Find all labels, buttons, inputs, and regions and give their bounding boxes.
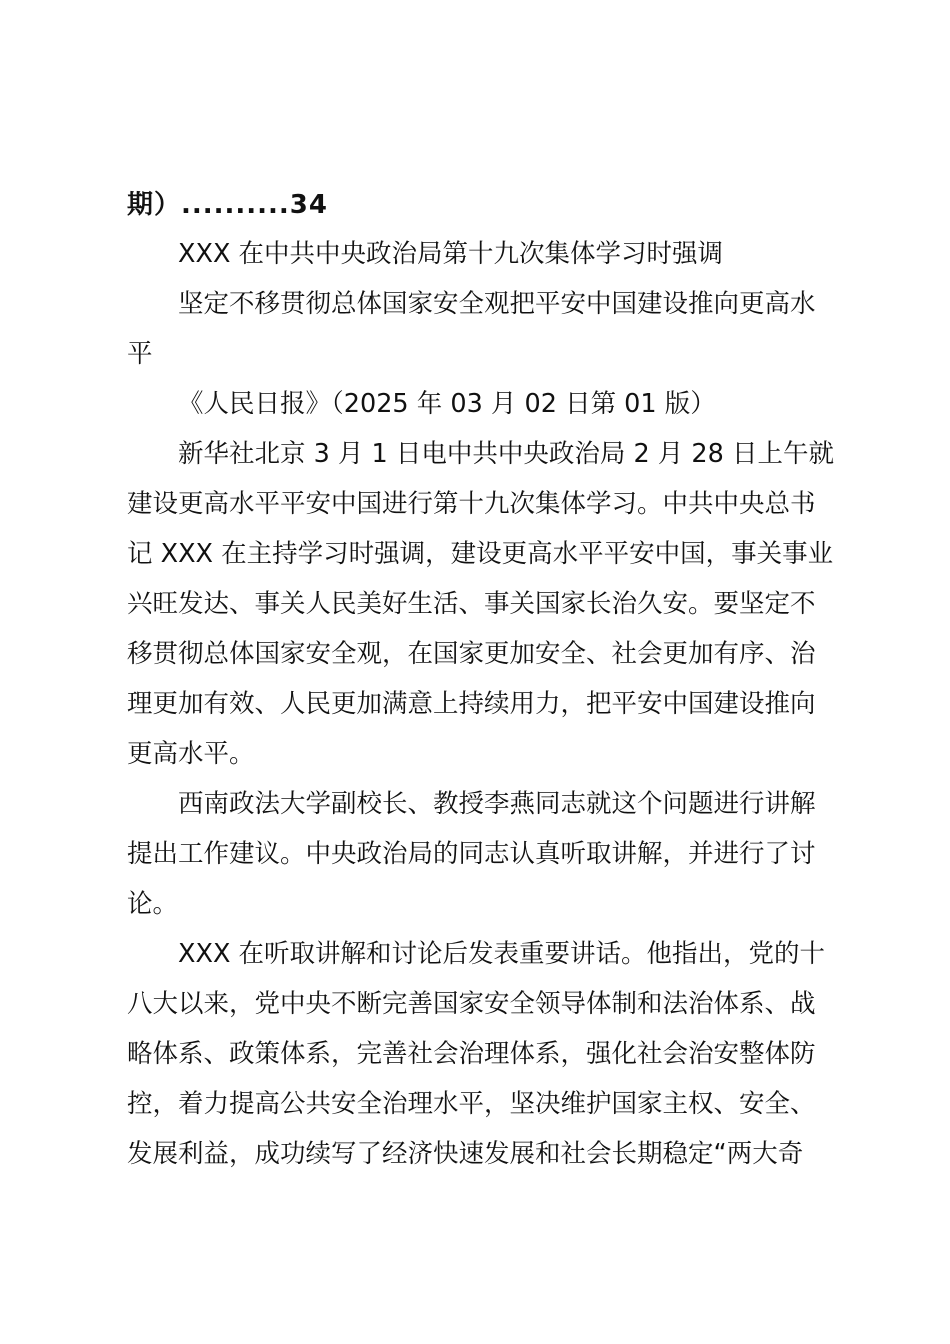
headline-line: 平 xyxy=(127,339,153,369)
paragraph-line: 论。 xyxy=(127,889,179,919)
source-line: 《人民日报》（2025 年 03 月 02 日第 01 版） xyxy=(178,389,716,419)
paragraph-line: 建设更高水平平安中国进行第十九次集体学习。中共中央总书 xyxy=(127,489,816,519)
paragraph-line: 略体系、政策体系，完善社会治理体系，强化社会治安整体防 xyxy=(127,1039,816,1069)
paragraph-line: XXX 在听取讲解和讨论后发表重要讲话。他指出，党的十 xyxy=(178,939,826,969)
paragraph-line: 新华社北京 3 月 1 日电中共中央政治局 2 月 28 日上午就 xyxy=(178,439,834,469)
toc-entry-tail: 期）..........34 xyxy=(127,190,328,220)
paragraph-line: 更高水平。 xyxy=(127,739,255,769)
paragraph-line: 记 XXX 在主持学习时强调，建设更高水平平安中国，事关事业 xyxy=(127,539,834,569)
paragraph-line: 理更加有效、人民更加满意上持续用力，把平安中国建设推向 xyxy=(127,689,816,719)
paragraph-line: 移贯彻总体国家安全观，在国家更加安全、社会更加有序、治 xyxy=(127,639,816,669)
paragraph-line: 发展利益，成功续写了经济快速发展和社会长期稳定“两大奇 xyxy=(127,1139,804,1169)
paragraph-line: 提出工作建议。中央政治局的同志认真听取讲解，并进行了讨 xyxy=(127,839,816,869)
paragraph-line: 控，着力提高公共安全治理水平，坚决维护国家主权、安全、 xyxy=(127,1089,816,1119)
paragraph-line: 西南政法大学副校长、教授李燕同志就这个问题进行讲解 xyxy=(178,789,816,819)
paragraph-line: 八大以来，党中央不断完善国家安全领导体制和法治体系、战 xyxy=(127,989,816,1019)
headline-line: 坚定不移贯彻总体国家安全观把平安中国建设推向更高水 xyxy=(178,289,816,319)
article-title-line: XXX 在中共中央政治局第十九次集体学习时强调 xyxy=(178,239,724,269)
paragraph-line: 兴旺发达、事关人民美好生活、事关国家长治久安。要坚定不 xyxy=(127,589,816,619)
